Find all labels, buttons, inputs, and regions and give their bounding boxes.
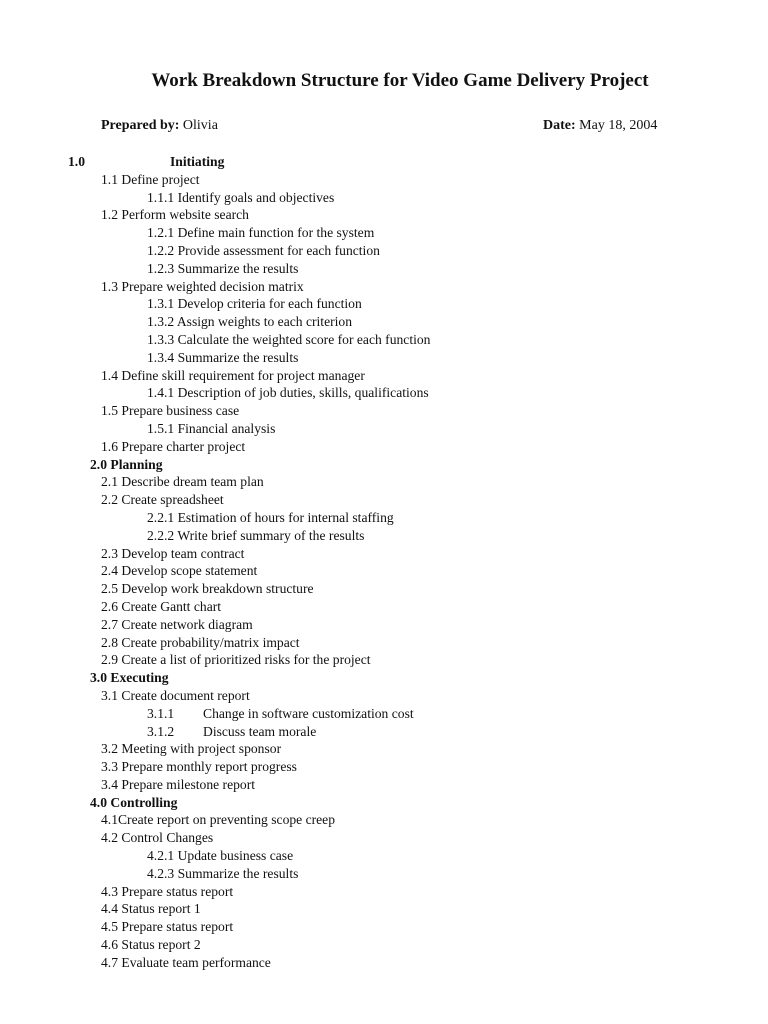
wbs-subtask xyxy=(0,723,768,741)
wbs-phase-heading xyxy=(0,669,768,687)
document-date xyxy=(543,118,657,134)
wbs-task xyxy=(0,829,768,847)
wbs-task xyxy=(0,918,768,936)
wbs-item-text: 1.3.4 Summarize the results xyxy=(147,349,299,365)
wbs-item-text: 1.3.1 Develop criteria for each function xyxy=(147,296,362,312)
wbs-task xyxy=(0,367,768,385)
wbs-subtask xyxy=(0,260,768,278)
wbs-task xyxy=(0,402,768,420)
wbs-item-text: 1.3.2 Assign weights to each criterion xyxy=(147,314,353,330)
wbs-item-text: 2.9 Create a list of prioritized risks for the project xyxy=(101,652,371,668)
wbs-task xyxy=(0,651,768,669)
wbs-task xyxy=(0,954,768,972)
wbs-subtask xyxy=(0,242,768,260)
wbs-item-text: 4.1Create report on preventing scope creep xyxy=(101,812,336,828)
wbs-item-text: 4.7 Evaluate team performance xyxy=(101,954,271,970)
prepared-by xyxy=(101,118,218,134)
wbs-item-text: 2.2 Create spreadsheet xyxy=(101,492,224,508)
wbs-item-text: 1.1 Define project xyxy=(101,171,200,187)
wbs-subtask xyxy=(0,847,768,865)
wbs-item-text: 2.2.1 Estimation of hours for internal staffing xyxy=(147,509,394,525)
wbs-task xyxy=(0,171,768,189)
wbs-item-text: Change in software customization cost xyxy=(203,705,414,721)
wbs-task xyxy=(0,545,768,563)
wbs-item-text: 3.1 Create document report xyxy=(101,687,250,703)
wbs-item-text: 4.4 Status report 1 xyxy=(101,901,201,917)
wbs-item-text: Initiating xyxy=(170,154,225,169)
wbs-item-text: 3.0 Executing xyxy=(90,670,169,686)
wbs-item-text: 4.6 Status report 2 xyxy=(101,937,201,953)
wbs-subtask xyxy=(0,420,768,438)
wbs-task xyxy=(0,598,768,616)
wbs-task xyxy=(0,438,768,456)
wbs-task xyxy=(0,740,768,758)
wbs-item-text: 1.3.3 Calculate the weighted score for each function xyxy=(147,331,431,347)
wbs-item-text: 2.6 Create Gantt chart xyxy=(101,598,222,614)
wbs-item-text: 1.2.3 Summarize the results xyxy=(147,260,299,276)
wbs-item-text: 2.0 Planning xyxy=(90,456,163,472)
wbs-phase-heading xyxy=(0,794,768,812)
wbs-item-text: 4.3 Prepare status report xyxy=(101,883,234,899)
wbs-task xyxy=(0,206,768,224)
wbs-item-text: 1.2.2 Provide assessment for each function xyxy=(147,242,380,258)
wbs-task xyxy=(0,811,768,829)
wbs-item-text: 1.5.1 Financial analysis xyxy=(147,420,276,436)
wbs-item-text: 3.4 Prepare milestone report xyxy=(101,776,256,792)
wbs-subtask xyxy=(0,509,768,527)
wbs-item-number: 3.1.1 xyxy=(147,705,175,721)
document-title: Work Breakdown Structure for Video Game Delivery Project xyxy=(151,70,649,91)
prepared-by-value: Olivia xyxy=(182,118,218,133)
wbs-item-text: 4.2.3 Summarize the results xyxy=(147,865,299,881)
wbs-phase-heading xyxy=(0,456,768,474)
wbs-outline xyxy=(0,153,768,972)
wbs-task xyxy=(0,580,768,598)
wbs-task xyxy=(0,634,768,652)
wbs-item-text: 2.2.2 Write brief summary of the results xyxy=(147,527,365,543)
wbs-item-text: 2.8 Create probability/matrix impact xyxy=(101,634,300,650)
wbs-task xyxy=(0,687,768,705)
wbs-subtask xyxy=(0,295,768,313)
wbs-item-text: 1.5 Prepare business case xyxy=(101,403,240,419)
wbs-item-text: Discuss team morale xyxy=(203,723,317,739)
wbs-task xyxy=(0,758,768,776)
wbs-item-text: 1.6 Prepare charter project xyxy=(101,438,246,454)
date-value: May 18, 2004 xyxy=(579,118,658,133)
wbs-item-number: 1.0 xyxy=(68,154,85,169)
wbs-task xyxy=(0,776,768,794)
wbs-phase-heading xyxy=(0,153,768,171)
wbs-item-text: 1.2.1 Define main function for the system xyxy=(147,225,375,241)
wbs-task xyxy=(0,936,768,954)
wbs-subtask xyxy=(0,224,768,242)
wbs-item-text: 3.3 Prepare monthly report progress xyxy=(101,759,297,775)
prepared-by-label: Prepared by: xyxy=(101,118,180,133)
wbs-subtask xyxy=(0,705,768,723)
wbs-task xyxy=(0,473,768,491)
wbs-task xyxy=(0,278,768,296)
wbs-item-text: 2.5 Develop work breakdown structure xyxy=(101,581,314,597)
wbs-subtask xyxy=(0,384,768,402)
wbs-subtask xyxy=(0,865,768,883)
wbs-task xyxy=(0,900,768,918)
wbs-item-text: 1.4 Define skill requirement for project manager xyxy=(101,367,365,383)
wbs-item-text: 1.3 Prepare weighted decision matrix xyxy=(101,278,304,294)
date-label: Date: xyxy=(543,118,576,133)
wbs-item-text: 4.2.1 Update business case xyxy=(147,848,294,864)
wbs-subtask xyxy=(0,527,768,545)
wbs-subtask xyxy=(0,189,768,207)
wbs-task xyxy=(0,616,768,634)
wbs-subtask xyxy=(0,313,768,331)
wbs-item-text: 1.4.1 Description of job duties, skills, qualifications xyxy=(147,385,429,401)
wbs-item-text: 4.5 Prepare status report xyxy=(101,919,234,935)
wbs-item-number: 3.1.2 xyxy=(147,723,175,739)
wbs-task xyxy=(0,562,768,580)
wbs-task xyxy=(0,883,768,901)
wbs-item-text: 2.1 Describe dream team plan xyxy=(101,474,264,490)
wbs-item-text: 2.4 Develop scope statement xyxy=(101,563,258,579)
wbs-item-text: 2.7 Create network diagram xyxy=(101,616,253,632)
wbs-task xyxy=(0,491,768,509)
wbs-subtask xyxy=(0,331,768,349)
wbs-item-text: 4.2 Control Changes xyxy=(101,830,214,846)
wbs-item-text: 4.0 Controlling xyxy=(90,794,178,810)
wbs-item-text: 1.2 Perform website search xyxy=(101,207,249,223)
wbs-item-text: 1.1.1 Identify goals and objectives xyxy=(147,189,335,205)
wbs-item-text: 2.3 Develop team contract xyxy=(101,545,245,561)
wbs-subtask xyxy=(0,349,768,367)
wbs-item-text: 3.2 Meeting with project sponsor xyxy=(101,741,282,757)
